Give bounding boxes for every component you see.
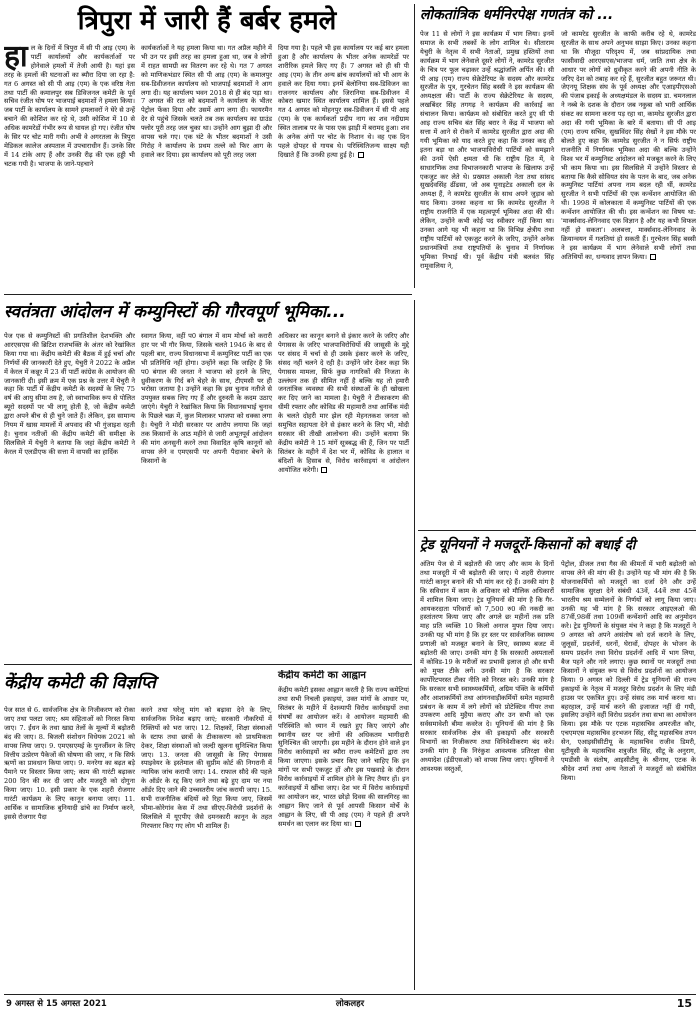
tripura-column-3 bbox=[278, 44, 409, 292]
unions-text-1: अंतिम पेज से में बढ़ोतरी की जाए और काम के दिनों तथा मजदूरी में भी बढ़ोतरी की जाए। ये शहरी रोजगार गारंटी कानून बनाने की भी मांग कर रहे हैं। उनकी मांग है कि सविधान में काम के अधिकार को मौलिक अधिकारों में शामिल किया जाए। ट्रेड यूनियनों की मांग है कि गैर-आयकरदाता परिवारों को 7,500 रु0 की नकदी का हस्तांतरण किया जाए और अगले छः महीनों तक प्रति माह प्रति व्यक्ति 10 किलो अनाज मुफ्त दिया जाए। उनकी यह भी मांग है कि हर स्तर पर सार्वजनिक स्वास्थ्य प्रणाली को मजबूत बनाने के लिए, स्वास्थ्य बजट में बढ़ोतरी की जाए। उनकी मांग है कि सरकारी अस्पतालों में कोविड-19 के मरीजों का प्रभावी इलाज हो और सभी को मुफ्त टीके लगें। उनकी मांग है कि सरकार कार्पोरेटपरस्त टीका नीति को निरस्त करे। उनकी मांग है कि सरकार सभी स्वास्थ्यकर्मियों, अग्रिम पंक्ति के कर्मियों और आशाकर्मियों तथा आंगनवाड़ीकर्मियों समेत महामारी प्रबंधन के काम में लगे लोगों को प्रोटेक्टिव गीयर तथा उपकरण आदि मुहैया कराए और उन सभी को एक सर्वसमावेशी बीमा कवरेज दे। यूनियनों की मांग है कि सरकार सार्वजनिक क्षेत्र की इकाइयों और सरकारी विभागों का निजीकरण तथा विनिवेशीकरण बंद करे। उनकी मांग है कि निरंकुश आवश्यक प्रतिरक्षा सेवा अध्यादेश (ईडीएसओ) को वापस लिया जाए। यूनियनों ने आवश्यक वस्तुओं, bbox=[420, 560, 554, 773]
notice-headline: केंद्रीय कमेटी की विज्ञप्ति bbox=[4, 673, 156, 693]
notice-text-2: करने तथा घरेलू मांग को बढ़ावा देने के लिए, सार्वजनिक निवेश बढ़ाए जाएं; सरकारी नौकरियों में रिक्तियों को भरा जाए। 12. शिक्षकों, शिक्षा संस्थाओं के स्टाफ तथा छात्रों के टीकाकरण को प्राथमिकता देकर, शिक्षा संस्थाओं को जल्दी खुलना सुनिश्चित किया जाए। 13. जनता की जासूसी के लिए पेगासस स्पाइवेयर के इस्तेमाल की सुप्रीम कोर्ट की निगरानी में न्यायिक जांच करायी जाए। 14. राफाल सौदे की पहले के ऑर्डर के रद्द किए जाने तथा बढ़े हुए दाम पर नया ऑर्डर दिए जाने की उच्चस्तरीय जांच करायी जाए। 15. सभी राजनीतिक बंदियों को रिहा किया जाए, जिसमें भीमा-कोरेगांव केस में तथा सीएए-विरोधी प्रदर्शनों के सिलसिले में यूएपीए जैसे दमनकारी कानून के तहत गिरफ्तार किए गए लोग भी शामिल हैं। bbox=[141, 706, 272, 830]
appeal-subheading: केंद्रीय कमेटी का आह्वान bbox=[278, 670, 366, 681]
unions-column-2 bbox=[561, 560, 696, 992]
notice-column-3 bbox=[278, 670, 409, 992]
unions-text-2: पेट्रोल, डीजल तथा गैस की कीमतों में भारी बढ़ोतरी को वापस लेने की मांग की है। उन्होंने यह भी मांग की है कि योजनाकर्मियों को मजदूरों का दर्जा देने और उन्हें सामाजिक सुरक्षा देने संबंधी 43वें, 44वें तथा 45वें भारतीय श्रम सम्मेलनों के निर्णयों को लागू किया जाए। उनकी यह भी मांग है कि सरकार आइएलओ की 87वीं,98वीं तथा 109वीं कन्वेंशनों आदि का अनुमोदन करे। ट्रेड यूनियनों के संयुक्त मंच ने कहा है कि मजदूरों ने 9 अगस्त को अपने असंतोष को दर्ज कराने के लिए, जुलूसों, प्रदर्शनों, धरनों, घेरावों, दोपहर के भोजन के समय प्रदर्शन तथा विरोध प्रदर्शनों आदि में भाग लिया, बैज पहने और नारे लगाए। कुछ स्थानों पर मजदूरों तथा किसानों ने संयुक्त रूप से विरोध प्रदर्शनों का आयोजन किया। 9 अगस्त को दिल्ली में ट्रेड यूनियनों की राज्य इकाइयों के नेतृत्व में मजदूर विरोध प्रदर्शन के लिए मंडी हाउस पर एकत्रित हुए। उन्हें संसद तक मार्च करना था। बहरहाल, उन्हें मार्च करने की इजाजत नहीं दी गयी, इसलिए उन्होंने वहीं विरोध प्रदर्शन तथा सभा का आयोजन किया। इस मौके पर एटक महासचिव अमरजीत कौर, एचएमएस महासचिव हरभजन सिंह, सीटू महासचिव तपन सेन, एआइसीसीटीयू के महासचिव राजीव डिमरी, यूटीयूसी के महासचिव शत्रुजीत सिंह, सीटू के अनुराग, एमडीसी के संतोष, आइसीटीयू के श्रीनाथ, एटक के श्रीदेव शर्मा तथा अन्य नेताओं ने मजदूरों को संबोधित किया। bbox=[561, 560, 696, 782]
freedom-article bbox=[4, 300, 410, 662]
issue-date: 9 अगस्त से 15 अगस्त 2021 bbox=[6, 999, 107, 1009]
drop-cap: हा bbox=[4, 39, 28, 74]
end-mark bbox=[358, 152, 364, 158]
end-mark bbox=[321, 467, 327, 473]
freedom-text-3: अधिकार का कानून बनाने से इंकार करने के जरिए और पेगासस के जरिए भाजपाविरोधियों की जासूसी के मुद्दे पर संसद में चर्चा से ही उसके इंकार करने के जरिए, संसद नहीं चलने दे रही है। उन्होंने जोर देकर कहा कि पेगासस मामला, सिर्फ कुछ नागरिकों की निजता के उल्लंघन तक ही सीमित नहीं है बल्कि यह तो हमारी जनतांत्रिक व्यवस्था की सभी संस्थाओं के ही खोखला कर दिए जाने का मामला है। येचुरी ने टीकाकरण की धीमी रफ्तार और कोविड की महामारी तथा आर्थिक मंदी के चलते दोहरी मार झेल रही मेहनतकश जनता को समुचित सहायता देने से इंकार करने के लिए भी, मोदी सरकार की तीखी आलोचना की। उन्होंने बताया कि केंद्रीय कमेटी ने 15 मांगें सूत्रबद्ध की हैं, जिन पर पार्टी सितंबर के महीने में देश भर में, कोविड के हालात व बंदिशों के हिसाब से, विरोध कार्रवाइयां व आंदोलन आयोजित करेगी। bbox=[278, 332, 409, 474]
secular-column-1 bbox=[420, 30, 554, 526]
notice-article bbox=[4, 670, 410, 992]
secular-text-2: जो कामरेड सुरजीत के काफी करीब रहे थे, कामरेड सुरजीत के साथ अपने अनुभव साझा किए। उनका कहना था कि मौजूदा परिदृश्य में, जब सांप्रदायिक तथा फासीवादी आरएसएस/भाजपा धर्म, जाति तथा क्षेत्र के आधार पर लोगों को ध्रुवीकृत करने की अपनी नीति के जरिए देश को तबाह कर रहे हैं, सुरजीत बहुत जरूरत थी। जेएनयू शिक्षक संघ के पूर्व अध्यक्ष और एआइपीएसओ की पंजाब इकाई के अध्यक्षमंडल के सदस्य डा. चमनलाल ने नब्बे के दशक के दौरान जब नकुबा को भारी आर्थिक संकट का सामना करना पड़ रहा था, कामरेड सुरजीत द्वारा अदा की गयी भूमिका के बारे में बताया। सी पी आइ (एम) राज्य सचिव, सुखविंदर सिंह सेखों ने इस मौके पर बोलते हुए कहा कि कामरेड सुरजीत ने न सिर्फ राष्ट्रीय राजनीति में निर्णायक भूमिका अदा की बल्कि उन्होंने विश्व भर में कम्युनिस्ट आंदोलन को मजबूत करने के लिए भी काम किया था। इस सिलसिले में उन्होंने विस्तार से बताया कि कैसे सोवियत संघ के पतन के बाद, जब अनेक कम्युनिस्ट पार्टियां अपना नाम बदल रही थीं, कामरेड सुरजीत ने सभी पार्टियों की एक कन्वेंशन आयोजित की थी। 1998 में कोलकाता में कम्युनिस्ट पार्टियों की एक कन्वेंशन आयोजित की थी। इस कन्वेंशन का विषय था: 'मार्क्सवाद-लेनिनवाद एक विज्ञान है और यह कभी विफल नहीं हो सकता'। अलबत्ता, मार्क्सवाद-लेनिनवाद के क्रियान्वयन में गलतियां हो सकती हैं। गुरचेतन सिंह बस्सी ने इस कार्यक्रम में भाग लेनेवाले सभी लोगों तथा अतिथियों का, धन्यवाद ज्ञापन किया। bbox=[561, 30, 696, 261]
footer-rule bbox=[4, 994, 696, 995]
column-divider bbox=[414, 300, 415, 990]
secular-text-1: पेज 11 से लोगों ने इस कार्यक्रम में भाग लिया। इनमें समाज के सभी तबकों के लोग शामिल थे। सीताराम येचुरी के नेतृत्व में सभी नेताओं, प्रमुख हस्तियों तथा कार्यक्रम में भाग लेनेवाले दूसरे लोगों ने, कामरेड सुरजीत के चित्र पर फूल चढ़ाकर उन्हें श्रद्धांजलि अर्पित की। सी पी आइ (एम) राज्य सेक्रेटेरियट के सदस्य और कामरेड सुरजीत के पुत्र, गुरचेतन सिंह बस्सी ने इस कार्यक्रम की अध्यक्षता की। पार्टी के राज्य सेक्रेटेरियट के सदस्य, लखबिंदर सिंह तगगढ़ ने कार्यक्रम की कार्रवाई का संचालन किया। कार्यक्रम को संबोधित करते हुए सी पी आइ राज्य सचिव बंत सिंह बरार ने केंद्र में भाजपा को सत्ता में आने से रोकने में कामरेड सुरजीत द्वारा अदा की गयी भूमिका को याद करते हुए कहा कि उनका कद ही इतना बड़ा था और भाजपाविरोधी पार्टियों को समझाने की उनमें ऐसी क्षमता थी कि राष्ट्रीय हित में, वे साधारणिक तथा विभाजनकारी भाजपा के खिलाफ उन्हें एकजुट कर लेते थे। प्रख्यात अकाली नेता तथा सांसद सुखदेवसिंह ढींढसा, जो अब यूनाइटेड अकाली दल के अध्यक्ष हैं, ने कामरेड सुरजीत के साथ अपने जुड़ाव को याद किया। उनका कहना था कि कामरेड सुरजीत ने राष्ट्रीय राजनीति में एक महत्वपूर्ण भूमिका अदा की थी। लेकिन, उन्होंने कभी कोई पद स्वीकार नहीं किया था। उनका आगे यह भी कहना था कि विभिन्न क्षेत्रीय तथा राष्ट्रीय पार्टियों को एकजुट करने के जरिए, उन्होंने अनेक प्रधानमंत्रियों तथा राष्ट्रपतियों के चुनाव में निर्णायक भूमिका निभाई थी। पूर्व केंद्रीय मंत्री बलवंत सिंह रामूवालिया ने, bbox=[420, 30, 554, 270]
page-footer bbox=[0, 997, 700, 1011]
tripura-text-1: ल के दिनों में त्रिपुरा में सी पी आइ (एम) के पार्टी कार्यालयों और कार्यकर्ताओं पर होनेवाले हमलों में तेजी आयी है। यहां इस तरह के हमलों की घटनाओं का ब्यौरा दिया जा रहा है: गत 6 अगस्त को सी पी आइ (एम) के एक वरिष्ठ नेता तथा पार्टी की कमालपुर सब डिविजनल कमेटी के पूर्व सचिव रंजीत घोष पर भाजपाई बदमाशों ने हमला किया। जब पार्टी के कार्यालय के सामने हमलावरों ने घेरे से उन्हें बचाने की कोशिश कर रहे थे, उसी कोशिश में 10 से अधिक कामरेडों गंभीर रूप से घायल हो गए। रंजीत घोष के सिर पर चोट मारी गयी। अभी वे अगरतला के त्रिपुरा मेडिकल कालेज अस्पताल में उपचाराधीन हैं। उनके सिर में 14 टांके आए हैं और उनकी रीढ़ की एक हड्डी भी चटक गयी है। भाजपा के जाने-पहचाने bbox=[4, 44, 135, 168]
section-divider bbox=[4, 294, 412, 295]
section-divider bbox=[418, 530, 696, 531]
end-mark bbox=[355, 821, 361, 827]
freedom-text-2: स्वागत किया, वहीं प0 बंगाल में वाम मोर्चा को करारी हार पर भी गौर किया, जिसके चलते 1946 के बाद से पहली बार, राज्य विधानसभा में कम्युनिस्ट पार्टी का एक भी प्रतिनिधि नहीं होगा। उन्होंने कहा कि जाहिर है कि प0 बंगाल की जनता ने भाजपा को हराने के लिए, ध्रुवीकरण के गिर्द बने चेहरे के साथ, टीएमसी पर ही भरोसा जताया है। उन्होंने कहा कि इस चुनाव नतीजे से उपयुक्त सबक लिए गए हैं और दुरुस्ती के कदम उठाए जाएंगे। येचुरी ने रेखांकित किया कि विधानसभाई चुनाव के पिछले चक्र में, कुल मिलाकर भाजपा को धक्का लगा है। येचुरी ने मोदी सरकार पर आरोप लगाया कि जहां तक किसानों के आठ महीने से जारी अभूतपूर्व आंदोलन की मांग अनसुनी करने तथा विवादित कृषि कानूनों को वापस लेने व एमएसपी पर अपनी पैदावार बेचने के किसानों के bbox=[141, 332, 272, 465]
freedom-text-1: पेज एक से कम्युनिस्टों की प्रगतिशील देशभक्ति और आरएसएस की ब्रिटिश राजभक्ति के अंतर को रेखांकित किया गया था। केंद्रीय कमेटी की बैठक में हुई चर्चा और निर्णयों की जानकारी देते हुए, येचुरी ने 2022 के अप्रैल में केरल में कन्नूर में 23 वीं पार्टी कांग्रेस के आयोजन की जानकारी दी। इसी क्रम में एक प्रश्न के उत्तर में येचुरी ने कहा कि पार्टी में केंद्रीय कमेटी के सदस्यों के लिए 75 वर्ष की आयु सीमा तय है, जो स्वाभाविक रूप से पोलित ब्यूरो सदस्यों पर भी लागू होती है, जो केंद्रीय कमेटी द्वारा अपने बीच से ही चुने जाते हैं। लेकिन, इस सामान्य नियम में खास मामलों में अपवाद की भी गुंजाइश रहती है। चुनाव नतीजों की केंद्रीय कमेटी की समीक्षा के सिलसिले में येचुरी ने बताया कि जहां केंद्रीय कमेटी ने केरल में एलडीएफ की सत्ता में वापसी का हार्दिक bbox=[4, 332, 135, 456]
column-divider bbox=[414, 4, 415, 288]
unions-headline: ट्रेड यूनियनों ने मजदूरों-किसानों को बधाई दी bbox=[420, 537, 636, 553]
freedom-column-2 bbox=[141, 332, 272, 662]
notice-column-2 bbox=[141, 706, 272, 992]
tripura-headline: त्रिपुरा में जारी हैं बर्बर हमले bbox=[77, 6, 337, 36]
freedom-column-1 bbox=[4, 332, 135, 662]
freedom-headline: स्वतंत्रता आंदोलन में कम्युनिस्टों की गौरवपूर्ण भूमिका... bbox=[4, 302, 346, 322]
unions-column-1 bbox=[420, 560, 554, 992]
tripura-column-2 bbox=[141, 44, 272, 292]
end-mark bbox=[650, 254, 656, 260]
unions-article bbox=[420, 536, 696, 992]
secular-column-2 bbox=[561, 30, 696, 526]
notice-column-1 bbox=[4, 706, 135, 992]
page-number: 15 bbox=[676, 997, 692, 1010]
tripura-article bbox=[4, 4, 410, 292]
tripura-text-3: दिया गया है। पहले भी इस कार्यालय पर कई बार हमला हुआ है और कार्यालय के भीतर अनेक कामरेडों पर शारीरिक हमले किए गए हैं। 7 अगस्त को ही सी पी आइ (एम) के तीन अन्य ब्रांच कार्यालयों को भी आग के हवाले कर दिया गया। इनमें बेलोनिया सब-डिविजन का राजनगर कार्यालय और जिरानिया सब-डिवीजन में कोबरा खमार स्थित कार्यालय शामिल हैं। इससे पहले गत 4 अगस्त को मोहनपुर सब-डिवीजन में सी पी आइ (एम) के एक कार्यकर्ता प्रदीप नाग का शव नदीग्राम स्थित तालाब पर के पास एक झाड़ी में बरामद हुआ। शव के अनेक अंगों पर चोट के निशान थे। वह एक दिन पहले दोपहर से गायब थे। परिस्थितिजन्य साक्ष्य यही दिखाते हैं कि उनकी हत्या हुई है। bbox=[278, 44, 409, 159]
secular-headline: लोकतांत्रिक धर्मनिरपेक्ष गणतंत्र को ... bbox=[420, 7, 614, 23]
tripura-text-2: कार्यकर्ताओं ने यह हमला किया था। गत अप्रैल महीने में भी उन पर इसी तरह का हमला हुआ था, जब वे लोगों में राहत सामग्री का वितरण कर रहे थे। गत 7 अगस्त को माणिकभंडार स्थित सी पी आइ (एम) के कमालपुर सब-डिवीजनल कार्यालय को भाजपाई बदमाशों ने आग लगा दी। यह कार्यालय भवन 2018 से ही बंद पड़ा था। 7 अगस्त की रात को बदमाशों ने कार्यालय के भीतर पेट्रोल फेंका दिया और उसमें आग लगा दी। फायरमैन देर से पहुंचे जिसके चलते तब तक कार्यालय का ग्राउंड फ्लोर पूरी तरह जल चुका था। उन्होंने आग बुझा दी और वापस चले गए। एक घंटे के भीतर बदमाशों ने उसी गिरोह ने कार्यालय के प्रथम तल्ले को फिर आग के हवाले कर दिया। इस कार्यालय को पूरी तरह जला bbox=[141, 44, 272, 159]
notice-text-3: केंद्रीय कमेटी इसका आह्वान करती है कि राज्य कमेटियां तथा सभी निचली इकाइयां, उक्त मांगों के आधार पर, सितंबर के महीने में देशव्यापी विरोध कार्रवाइयों तथा संघर्षों का आयोजन करें। वे आयोजन महामारी की परिस्थिति को ध्यान में रखते हुए किए जाएंगे और स्थानीय स्तर पर लोगों की अधिकतम भागीदारी सुनिश्चित की जाएगी। इस महीने के दौरान होने वाले इन विरोध कार्रवाइयों का ब्यौरा राज्य कमेटियों द्वारा तय किया जाएगा। इसके प्रचार किए जाने चाहिए कि इन मांगों पर सभी एकजुट हों और इस पखवाड़े के दौरान विरोध कार्रवाइयों में शामिल होने के लिए तैयार हों। इन कार्रवाइयों में खींचा जाए। देश भर में विरोध कार्रवाइयों का आयोजन कर, भारत छोड़ो दिवस की सालगिरह का आह्वान किए जाने से पूर्व आपसी किसान मोर्चे के आह्वान के लिए, सी पी आइ (एम) ने पहले ही अपने समर्थन का एलान कर दिया था। bbox=[278, 686, 409, 828]
notice-text-1: पेज सात से 6. सार्वजनिक क्षेत्र के निजीकरण को रोका जाए तथा पलटा जाए; श्रम संहिताओं को निरस्त किया जाए। 7. ईंधन के तथा खाद्य तेलों के मूल्यों में बढ़ोतरी बंद की जाए। 8. बिजली संशोधन विधेयक 2021 को वापस लिया जाए। 9. एमएसएमई के पुनर्जीवन के लिए वित्तीय उत्प्रेरण पैकेजों की घोषणा की जाए, न कि सिर्फ ऋणों का प्रावधान किया जाए। 9. मनरेगा का बढ़त बड़े पैमाने पर विस्तार किया जाए; काम की गारंटी बढ़ाकर 200 दिन की कर दी जाए और मजदूरी को दोगुना किया जाए। 10. इसी प्रकार के एक शहरी रोजगार गारंटी कार्यक्रम के लिए कानून बनाया जाए। 11. आर्थिक व सामाजिक बुनियादी ढांचे का निर्माण करने, इससे रोजगार पैदा bbox=[4, 706, 135, 821]
secular-article bbox=[420, 4, 696, 526]
tripura-column-1 bbox=[4, 39, 135, 292]
freedom-column-3 bbox=[278, 332, 409, 662]
paper-name: लोकलहर bbox=[335, 999, 365, 1009]
section-divider bbox=[4, 664, 412, 665]
